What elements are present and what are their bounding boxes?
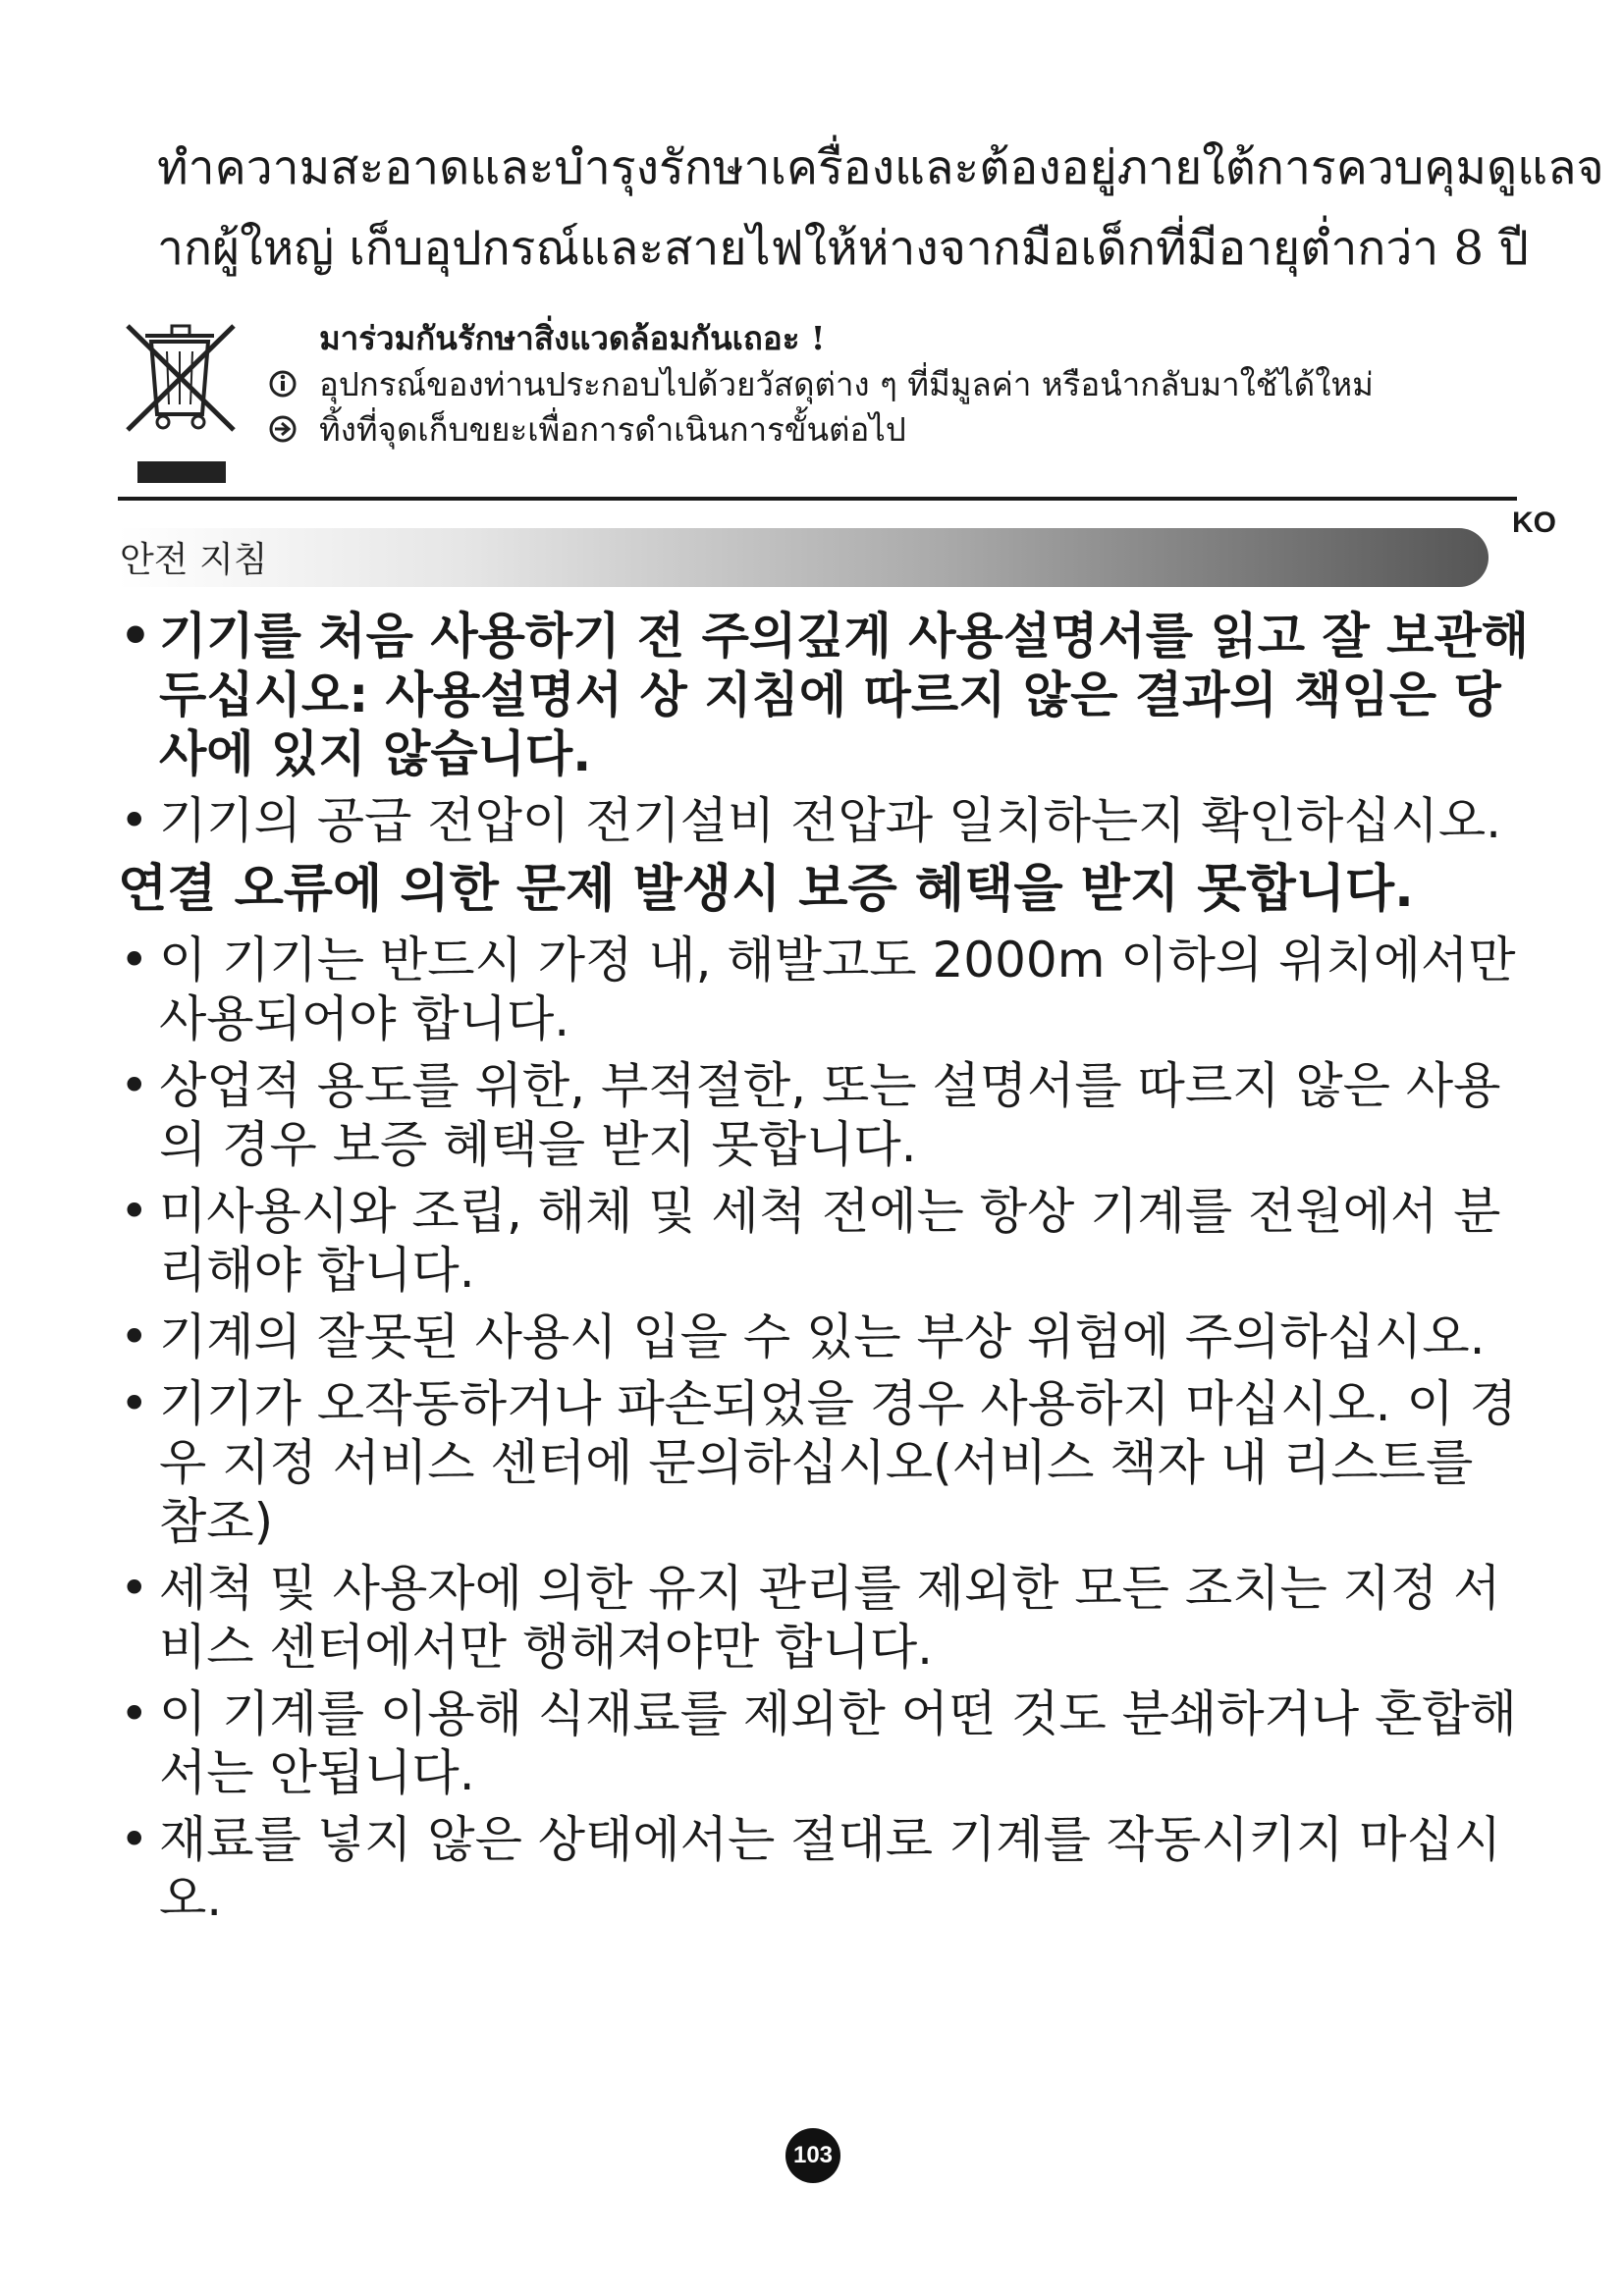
info-icon <box>260 361 305 406</box>
bullet-icon: • <box>120 1057 149 1114</box>
bullet-icon: • <box>120 1685 149 1742</box>
weee-crossed-bin-icon <box>118 314 265 491</box>
page-number: 103 <box>785 2128 840 2183</box>
section-divider <box>118 497 1517 501</box>
environment-row <box>260 361 1374 406</box>
bullet-icon: • <box>120 792 149 849</box>
connection-warning: 연결 오류에 의한 문제 발생시 보증 혜택을 받지 못합니다. <box>118 860 1414 919</box>
list-item-text: 미사용시와 조립, 해체 및 세척 전에는 항상 기계를 전원에서 분리해야 합니다. <box>159 1183 1501 1299</box>
list-item <box>118 1182 1532 1300</box>
environment-title: มาร่วมกันรักษาสิ่งแวดล้อมกันเถอะ ! <box>319 319 826 357</box>
environment-row <box>260 406 906 452</box>
safety-instructions <box>118 607 1532 1936</box>
list-item <box>118 1374 1532 1551</box>
list-item <box>118 607 1532 783</box>
language-tag: KO <box>1512 507 1556 539</box>
list-item-text: 이 기계를 이용해 식재료를 제외한 어떤 것도 분쇄하거나 혼합해서는 안됩니다. <box>159 1685 1517 1801</box>
list-item <box>118 1056 1532 1174</box>
list-item <box>118 1308 1532 1366</box>
bullet-icon: • <box>120 1308 149 1365</box>
section-title: 안전 지침 <box>120 540 268 580</box>
bullet-icon: • <box>120 932 149 988</box>
list-item-text: 세척 및 사용자에 의한 유지 관리를 제외한 모든 조치는 지정 서비스 센터에서만 행해져야만 합니다. <box>159 1560 1501 1676</box>
list-item <box>118 931 1532 1048</box>
list-item-text: 기계의 잘못된 사용시 입을 수 있는 부상 위험에 주의하십시오. <box>159 1308 1486 1365</box>
list-item <box>118 1810 1532 1928</box>
bullet-icon: • <box>120 1560 149 1617</box>
list-item-text: 기기가 오작동하거나 파손되었을 경우 사용하지 마십시오. 이 경우 지정 서비스 센터에 문의하십시오(서비스 책자 내 리스트를 참조) <box>159 1375 1517 1550</box>
list-item-text: 이 기기는 반드시 가정 내, 해발고도 2000m 이하의 위치에서만 사용되어야 합니다. <box>159 932 1516 1047</box>
bullet-icon: • <box>120 1811 149 1868</box>
list-item <box>118 791 1532 850</box>
bullet-icon: • <box>120 1183 149 1240</box>
list-item-text: 기기를 처음 사용하기 전 주의깊게 사용설명서를 읽고 잘 보관해 두십시오: 사용설명서 상 지침에 따르지 않은 결과의 책임은 당사에 있지 않습니다. <box>159 608 1530 782</box>
list-item-text: 상업적 용도를 위한, 부적절한, 또는 설명서를 따르지 않은 사용의 경우 보증 혜택을 받지 못합니다. <box>159 1057 1501 1173</box>
environment-text: ทิ้งที่จุดเก็บขยะเพื่อการดำเนินการขั้นต่อไป <box>319 409 906 449</box>
list-item <box>118 1684 1532 1802</box>
thai-warning-line: ทำความสะอาดและบำรุงรักษาเครื่องและต้องอยู่ภายใต้การควบคุมดูแลจ <box>157 140 1604 195</box>
list-item <box>118 1559 1532 1677</box>
arrow-right-icon <box>260 406 305 452</box>
list-item-text: 재료를 넣지 않은 상태에서는 절대로 기계를 작동시키지 마십시오. <box>159 1811 1502 1927</box>
bullet-icon: • <box>120 608 151 665</box>
thai-warning-line: ากผู้ใหญ่ เก็บอุปกรณ์และสายไฟให้ห่างจากมือเด็กที่มีอายุต่ำกว่า 8 ปี <box>157 221 1529 276</box>
environment-text: อุปกรณ์ของท่านประกอบไปด้วยวัสดุต่าง ๆ ที่มีมูลค่า หรือนำกลับมาใช้ได้ใหม่ <box>319 364 1374 403</box>
section-header-bar <box>118 522 1492 593</box>
bullet-icon: • <box>120 1375 149 1432</box>
thai-warning-paragraph <box>157 128 1604 289</box>
list-item-text: 기기의 공급 전압이 전기설비 전압과 일치하는지 확인하십시오. <box>159 792 1502 849</box>
